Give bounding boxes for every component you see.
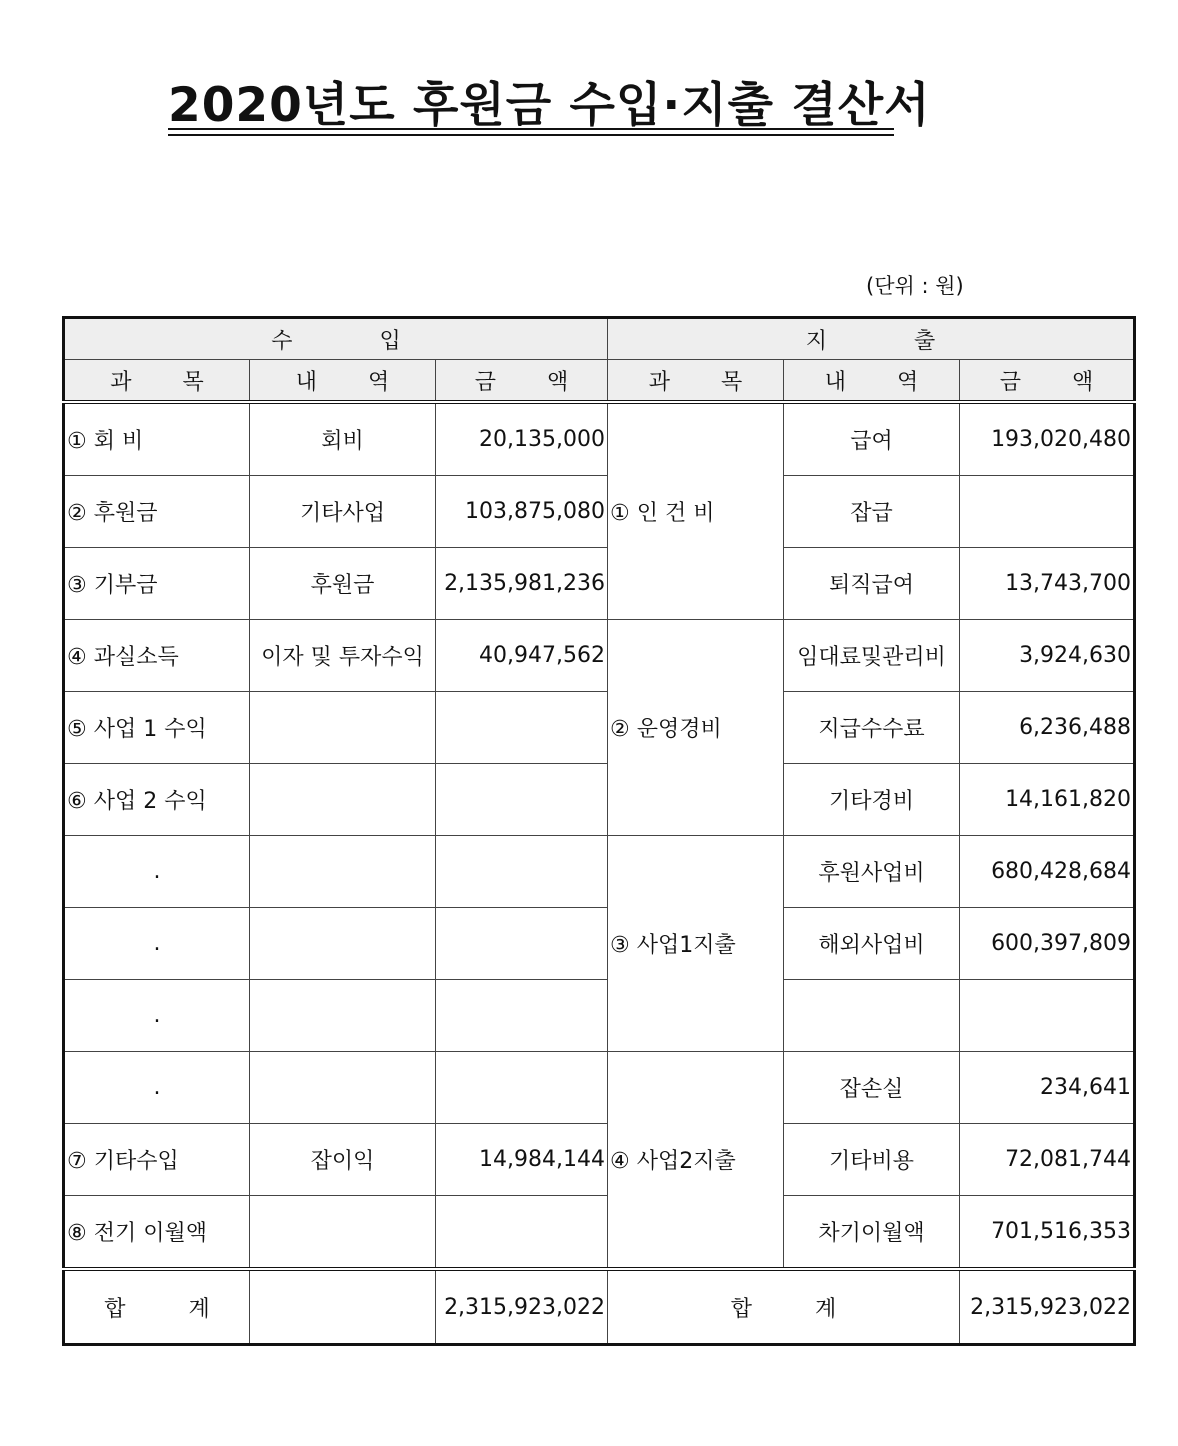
income-detail: 잡이익 xyxy=(250,1124,436,1196)
expense-amount: 680,428,684 xyxy=(960,836,1135,908)
table-row xyxy=(64,402,1135,476)
total-row xyxy=(64,1269,1135,1345)
expense-detail xyxy=(784,980,960,1052)
income-amount: 40,947,562 xyxy=(436,620,608,692)
income-detail: 기타사업 xyxy=(250,476,436,548)
income-total-detail xyxy=(250,1269,436,1345)
table-row xyxy=(64,1052,1135,1124)
expense-detail: 기타비용 xyxy=(784,1124,960,1196)
income-amount xyxy=(436,980,608,1052)
income-amount xyxy=(436,1052,608,1124)
income-amount: 14,984,144 xyxy=(436,1124,608,1196)
table-row xyxy=(64,908,1135,980)
income-detail: 회비 xyxy=(250,402,436,476)
income-subject: . xyxy=(64,980,250,1052)
header-row-columns xyxy=(64,360,1135,403)
table-row xyxy=(64,1196,1135,1270)
expense-amount: 6,236,488 xyxy=(960,692,1135,764)
table-row xyxy=(64,548,1135,620)
income-subject: ⑥ 사업 2 수익 xyxy=(64,764,250,836)
expense-detail: 차기이월액 xyxy=(784,1196,960,1270)
expense-group-subject: ④ 사업2지출 xyxy=(608,1052,784,1270)
income-amount xyxy=(436,1196,608,1270)
expense-amount: 3,924,630 xyxy=(960,620,1135,692)
income-amount xyxy=(436,692,608,764)
table-row xyxy=(64,1124,1135,1196)
expense-group-subject: ③ 사업1지출 xyxy=(608,836,784,1052)
income-subject: ⑦ 기타수입 xyxy=(64,1124,250,1196)
expense-total-amount: 2,315,923,022 xyxy=(960,1269,1135,1345)
income-total-amount: 2,315,923,022 xyxy=(436,1269,608,1345)
expense-group-subject: ① 인 건 비 xyxy=(608,402,784,620)
expense-amount: 600,397,809 xyxy=(960,908,1135,980)
page-title xyxy=(168,78,931,140)
expense-amount xyxy=(960,476,1135,548)
expense-amount: 14,161,820 xyxy=(960,764,1135,836)
expense-subject-header: 과 목 xyxy=(608,360,784,403)
expense-detail: 임대료및관리비 xyxy=(784,620,960,692)
income-subject: ② 후원금 xyxy=(64,476,250,548)
expense-detail: 급여 xyxy=(784,402,960,476)
expense-detail-header: 내 역 xyxy=(784,360,960,403)
income-detail: 이자 및 투자수익 xyxy=(250,620,436,692)
income-detail xyxy=(250,980,436,1052)
title-underline-double xyxy=(168,134,894,136)
income-amount xyxy=(436,908,608,980)
income-subject: ③ 기부금 xyxy=(64,548,250,620)
income-amount-header: 금 액 xyxy=(436,360,608,403)
title-underline xyxy=(168,128,894,130)
expense-detail: 후원사업비 xyxy=(784,836,960,908)
income-subject: . xyxy=(64,908,250,980)
expense-amount: 701,516,353 xyxy=(960,1196,1135,1270)
income-subject: ⑧ 전기 이월액 xyxy=(64,1196,250,1270)
expense-detail: 퇴직급여 xyxy=(784,548,960,620)
table-row xyxy=(64,836,1135,908)
expense-amount: 193,020,480 xyxy=(960,402,1135,476)
table-row xyxy=(64,764,1135,836)
expense-detail: 기타경비 xyxy=(784,764,960,836)
income-detail xyxy=(250,764,436,836)
income-amount: 103,875,080 xyxy=(436,476,608,548)
expense-amount: 13,743,700 xyxy=(960,548,1135,620)
expense-detail: 잡급 xyxy=(784,476,960,548)
income-total-label: 합 계 xyxy=(64,1269,250,1345)
table-row xyxy=(64,980,1135,1052)
income-amount: 2,135,981,236 xyxy=(436,548,608,620)
income-detail-header: 내 역 xyxy=(250,360,436,403)
income-detail: 후원금 xyxy=(250,548,436,620)
title-text: 2020년도 후원금 수입·지출 결산서 xyxy=(168,78,931,133)
income-detail xyxy=(250,908,436,980)
unit-label: (단위 : 원) xyxy=(866,274,964,298)
expense-amount: 234,641 xyxy=(960,1052,1135,1124)
expense-detail: 잡손실 xyxy=(784,1052,960,1124)
income-detail xyxy=(250,836,436,908)
expense-detail: 해외사업비 xyxy=(784,908,960,980)
expense-total-label: 합 계 xyxy=(608,1269,960,1345)
income-amount xyxy=(436,764,608,836)
expense-amount: 72,081,744 xyxy=(960,1124,1135,1196)
income-subject: . xyxy=(64,1052,250,1124)
income-subject: . xyxy=(64,836,250,908)
income-detail xyxy=(250,1196,436,1270)
income-detail xyxy=(250,1052,436,1124)
table-row xyxy=(64,692,1135,764)
table-row xyxy=(64,620,1135,692)
expense-group-subject: ② 운영경비 xyxy=(608,620,784,836)
header-row-sections xyxy=(64,318,1135,360)
table-row xyxy=(64,476,1135,548)
expense-amount-header: 금 액 xyxy=(960,360,1135,403)
income-section-header: 수 입 xyxy=(64,318,608,360)
income-subject-header: 과 목 xyxy=(64,360,250,403)
income-subject: ⑤ 사업 1 수익 xyxy=(64,692,250,764)
income-detail xyxy=(250,692,436,764)
expense-detail: 지급수수료 xyxy=(784,692,960,764)
expense-section-header: 지 출 xyxy=(608,318,1135,360)
income-subject: ④ 과실소득 xyxy=(64,620,250,692)
settlement-table xyxy=(62,316,1136,1346)
expense-amount xyxy=(960,980,1135,1052)
income-amount xyxy=(436,836,608,908)
income-amount: 20,135,000 xyxy=(436,402,608,476)
income-subject: ① 회 비 xyxy=(64,402,250,476)
